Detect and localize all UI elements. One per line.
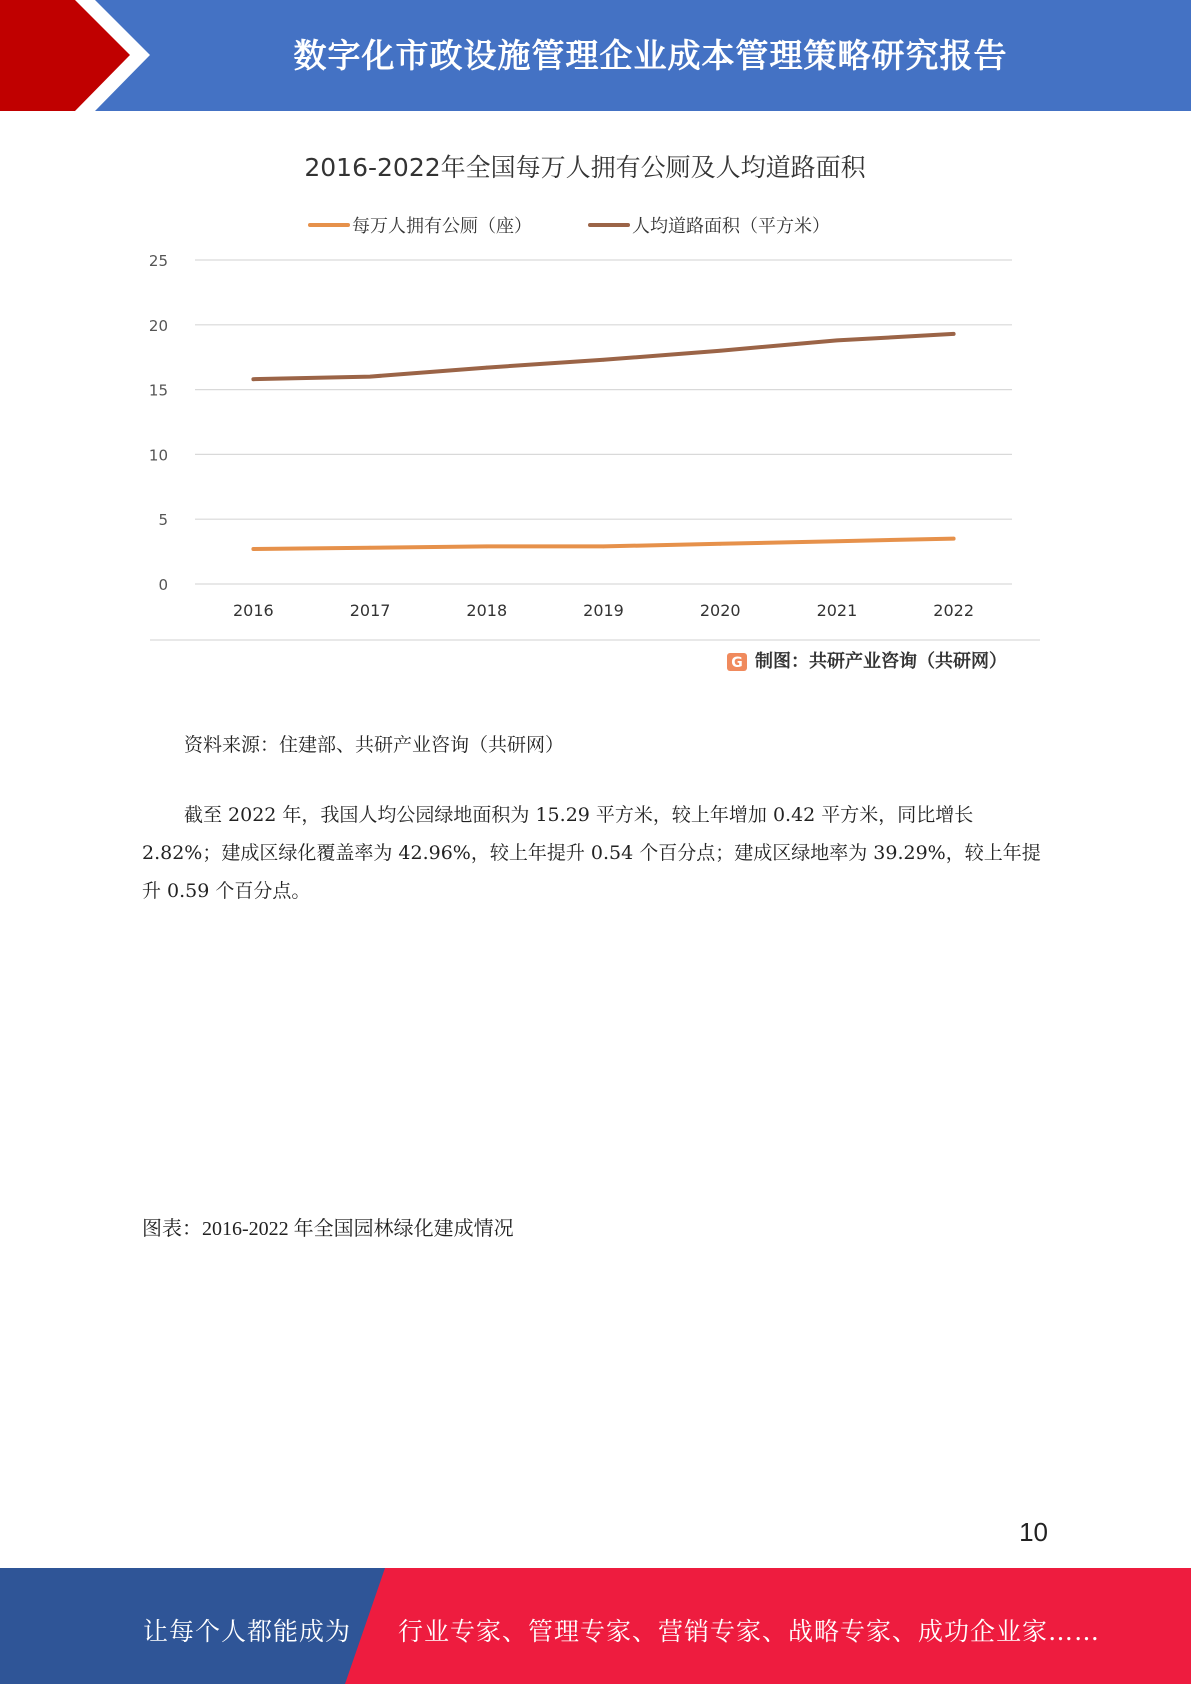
gonyn-logo-glyph: G [731, 655, 743, 671]
source-note: 资料来源：住建部、共研产业咨询（共研网） [184, 734, 565, 756]
line-chart [130, 140, 1040, 685]
x-tick-label: 2017 [349, 601, 391, 620]
y-tick-label: 20 [148, 316, 168, 335]
footer-banner [0, 1568, 1191, 1684]
data-point-s1-2017 [368, 546, 372, 550]
data-point-s2-2022 [952, 332, 956, 336]
x-tick-label: 2016 [232, 601, 274, 620]
x-tick-label: 2020 [699, 601, 741, 620]
footer-slogan-right: 行业专家、管理专家、营销专家、战略专家、成功企业家…… [398, 1617, 1101, 1646]
x-tick-label: 2019 [583, 601, 624, 620]
header-chevron-decoration [0, 0, 160, 111]
y-tick-label: 0 [158, 576, 168, 594]
y-tick-label: 10 [148, 446, 168, 465]
data-point-s2-2019 [602, 358, 606, 362]
data-point-s1-2016 [252, 547, 256, 551]
y-tick-label: 5 [158, 511, 168, 530]
footer-slogan-left: 让每个人都能成为 [143, 1617, 352, 1646]
data-point-s1-2021 [835, 539, 839, 543]
x-tick-label: 2021 [816, 601, 858, 620]
data-point-s1-2018 [485, 545, 489, 549]
report-title: 数字化市政设施管理企业成本管理策略研究报告 [293, 36, 1008, 75]
report-header [0, 0, 1191, 111]
data-point-s2-2017 [368, 375, 372, 379]
data-point-s2-2018 [485, 366, 489, 370]
x-tick-label: 2018 [466, 601, 508, 620]
data-point-s2-2020 [718, 349, 722, 353]
legend-label-2: 人均道路面积（平方米） [632, 216, 830, 237]
chart-title: 2016-2022年全国每万人拥有公厕及人均道路面积 [304, 153, 866, 182]
body-paragraph: 截至 2022 年，我国人均公园绿地面积为 15.29 平方米，较上年增加 0.42 平方米，同比增长 2.82%；建成区绿化覆盖率为 42.96%，较上年提升 0.54 个百分点；建成区绿地率为 39.29%，较上年提升 0.59 个百分点。 [142, 804, 1041, 902]
data-point-s1-2019 [602, 545, 606, 549]
y-tick-label: 15 [148, 381, 168, 400]
data-point-s2-2016 [252, 377, 256, 381]
data-point-s1-2022 [952, 537, 956, 541]
legend-label-1: 每万人拥有公厕（座） [352, 216, 532, 237]
figure-caption: 图表：2016-2022 年全国园林绿化建成情况 [142, 1218, 514, 1240]
data-point-s2-2021 [835, 339, 839, 343]
y-tick-label: 25 [148, 252, 168, 270]
x-tick-label: 2022 [933, 601, 975, 620]
data-point-s1-2020 [718, 542, 722, 546]
chart-credit: 制图：共研产业咨询（共研网） [755, 651, 1007, 672]
series-line-2 [253, 334, 953, 379]
page-number: 10 [1019, 1517, 1048, 1547]
